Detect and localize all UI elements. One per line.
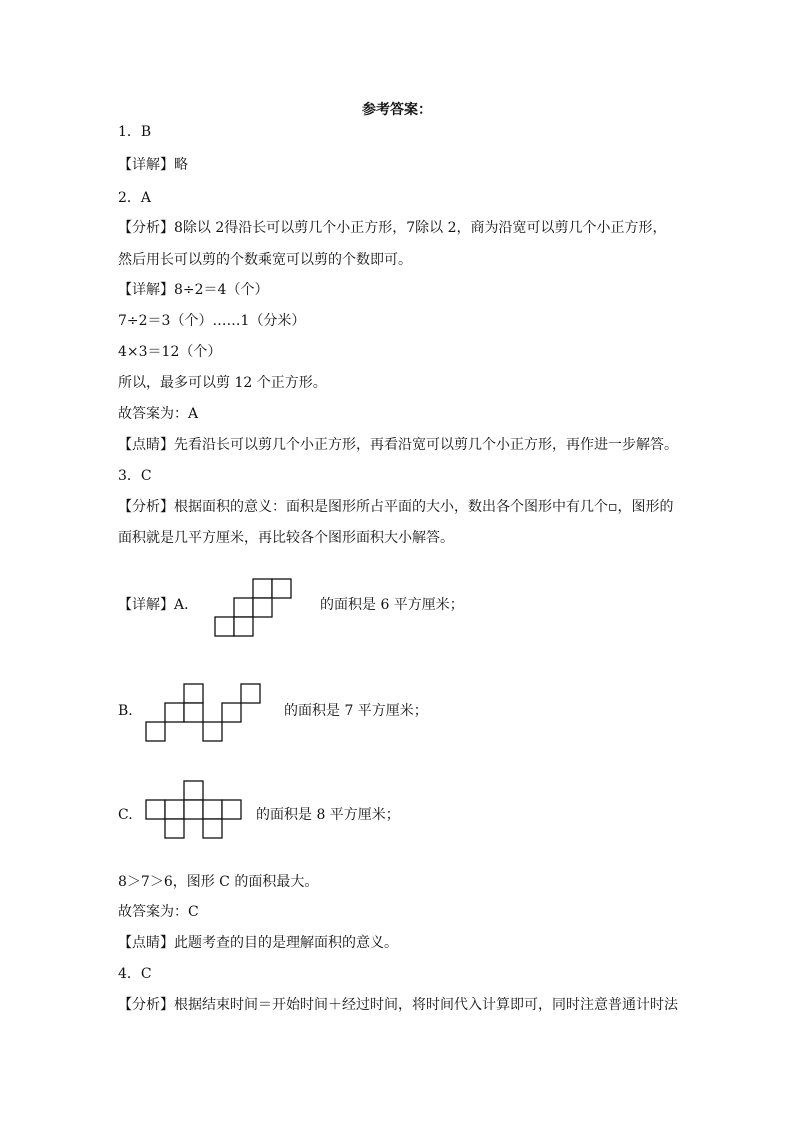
shape-b-cell <box>165 703 184 722</box>
shape-a-cell <box>272 579 291 598</box>
answer-2-detail: 【详解】8÷2＝4（个） <box>118 282 269 298</box>
shape-c-cell <box>165 800 184 819</box>
answer-3-comparison: 8＞7＞6，图形 C 的面积最大。 <box>118 874 319 890</box>
answer-2-number: 2．A <box>118 190 152 206</box>
shape-c-cell <box>184 781 203 800</box>
shape-b-figure <box>145 683 265 743</box>
answer-2-comment: 【点睛】先看沿长可以剪几个小正方形，再看沿宽可以剪几个小正方形，再作进一步解答。 <box>118 437 678 453</box>
answer-3-analysis: 【分析】根据面积的意义：面积是图形所占平面的大小，数出各个图形中有几个▫，图形的 <box>118 499 674 515</box>
answer-3-analysis-cont: 面积就是几平方厘米，再比较各个图形面积大小解答。 <box>118 530 454 546</box>
answer-3-detail-b-text: 的面积是 7 平方厘米； <box>284 703 428 719</box>
answer-2-conclusion: 所以，最多可以剪 12 个正方形。 <box>118 375 327 391</box>
shape-a-cell <box>253 579 272 598</box>
shape-c-cell <box>184 800 203 819</box>
answer-1-detail: 【详解】略 <box>118 157 188 173</box>
shape-c-cell <box>146 800 165 819</box>
shape-c-figure <box>145 780 245 840</box>
shape-a-cell <box>253 598 272 617</box>
shape-a-cell <box>234 617 253 636</box>
shape-c-cell <box>222 800 241 819</box>
answer-2-analysis: 【分析】8除以 2得沿长可以剪几个小正方形，7除以 2，商为沿宽可以剪几个小正方形， <box>118 220 667 236</box>
shape-c-cell <box>203 819 222 838</box>
shape-b-cell <box>203 722 222 741</box>
answer-2-analysis-cont: 然后用长可以剪的个数乘宽可以剪的个数即可。 <box>118 252 412 268</box>
answer-4-number: 4．C <box>118 966 152 982</box>
shape-a-cell <box>234 598 253 617</box>
answer-2-result: 故答案为：A <box>118 406 199 422</box>
shape-a-figure <box>212 578 294 638</box>
answer-3-detail-a-text: 的面积是 6 平方厘米； <box>320 597 464 613</box>
answer-2-calc-3: 4×3＝12（个） <box>118 344 222 360</box>
shape-b-cell <box>184 684 203 703</box>
answer-3-comment: 【点睛】此题考查的目的是理解面积的意义。 <box>118 935 398 951</box>
answer-3-detail-a-label: 【详解】A． <box>118 597 199 613</box>
shape-a-cell <box>215 617 234 636</box>
shape-b-cell <box>146 722 165 741</box>
answer-3-detail-b-label: B. <box>118 703 133 719</box>
answer-4-analysis: 【分析】根据结束时间＝开始时间＋经过时间，将时间代入计算即可，同时注意普通计时法 <box>118 997 678 1013</box>
answer-2-calc-2: 7÷2＝3（个）……1（分米） <box>118 313 306 329</box>
answer-3-detail-c-label: C. <box>118 807 133 823</box>
shape-c-cell <box>203 800 222 819</box>
shape-b-cell <box>241 684 260 703</box>
shape-c-cell <box>165 819 184 838</box>
shape-b-cell <box>222 703 241 722</box>
answer-3-number: 3．C <box>118 468 152 484</box>
page-title: 参考答案： <box>362 102 432 118</box>
shape-b-cell <box>184 703 203 722</box>
answer-3-result: 故答案为：C <box>118 904 199 920</box>
answer-1-number: 1．B <box>118 124 152 140</box>
answer-3-detail-c-text: 的面积是 8 平方厘米； <box>256 807 400 823</box>
